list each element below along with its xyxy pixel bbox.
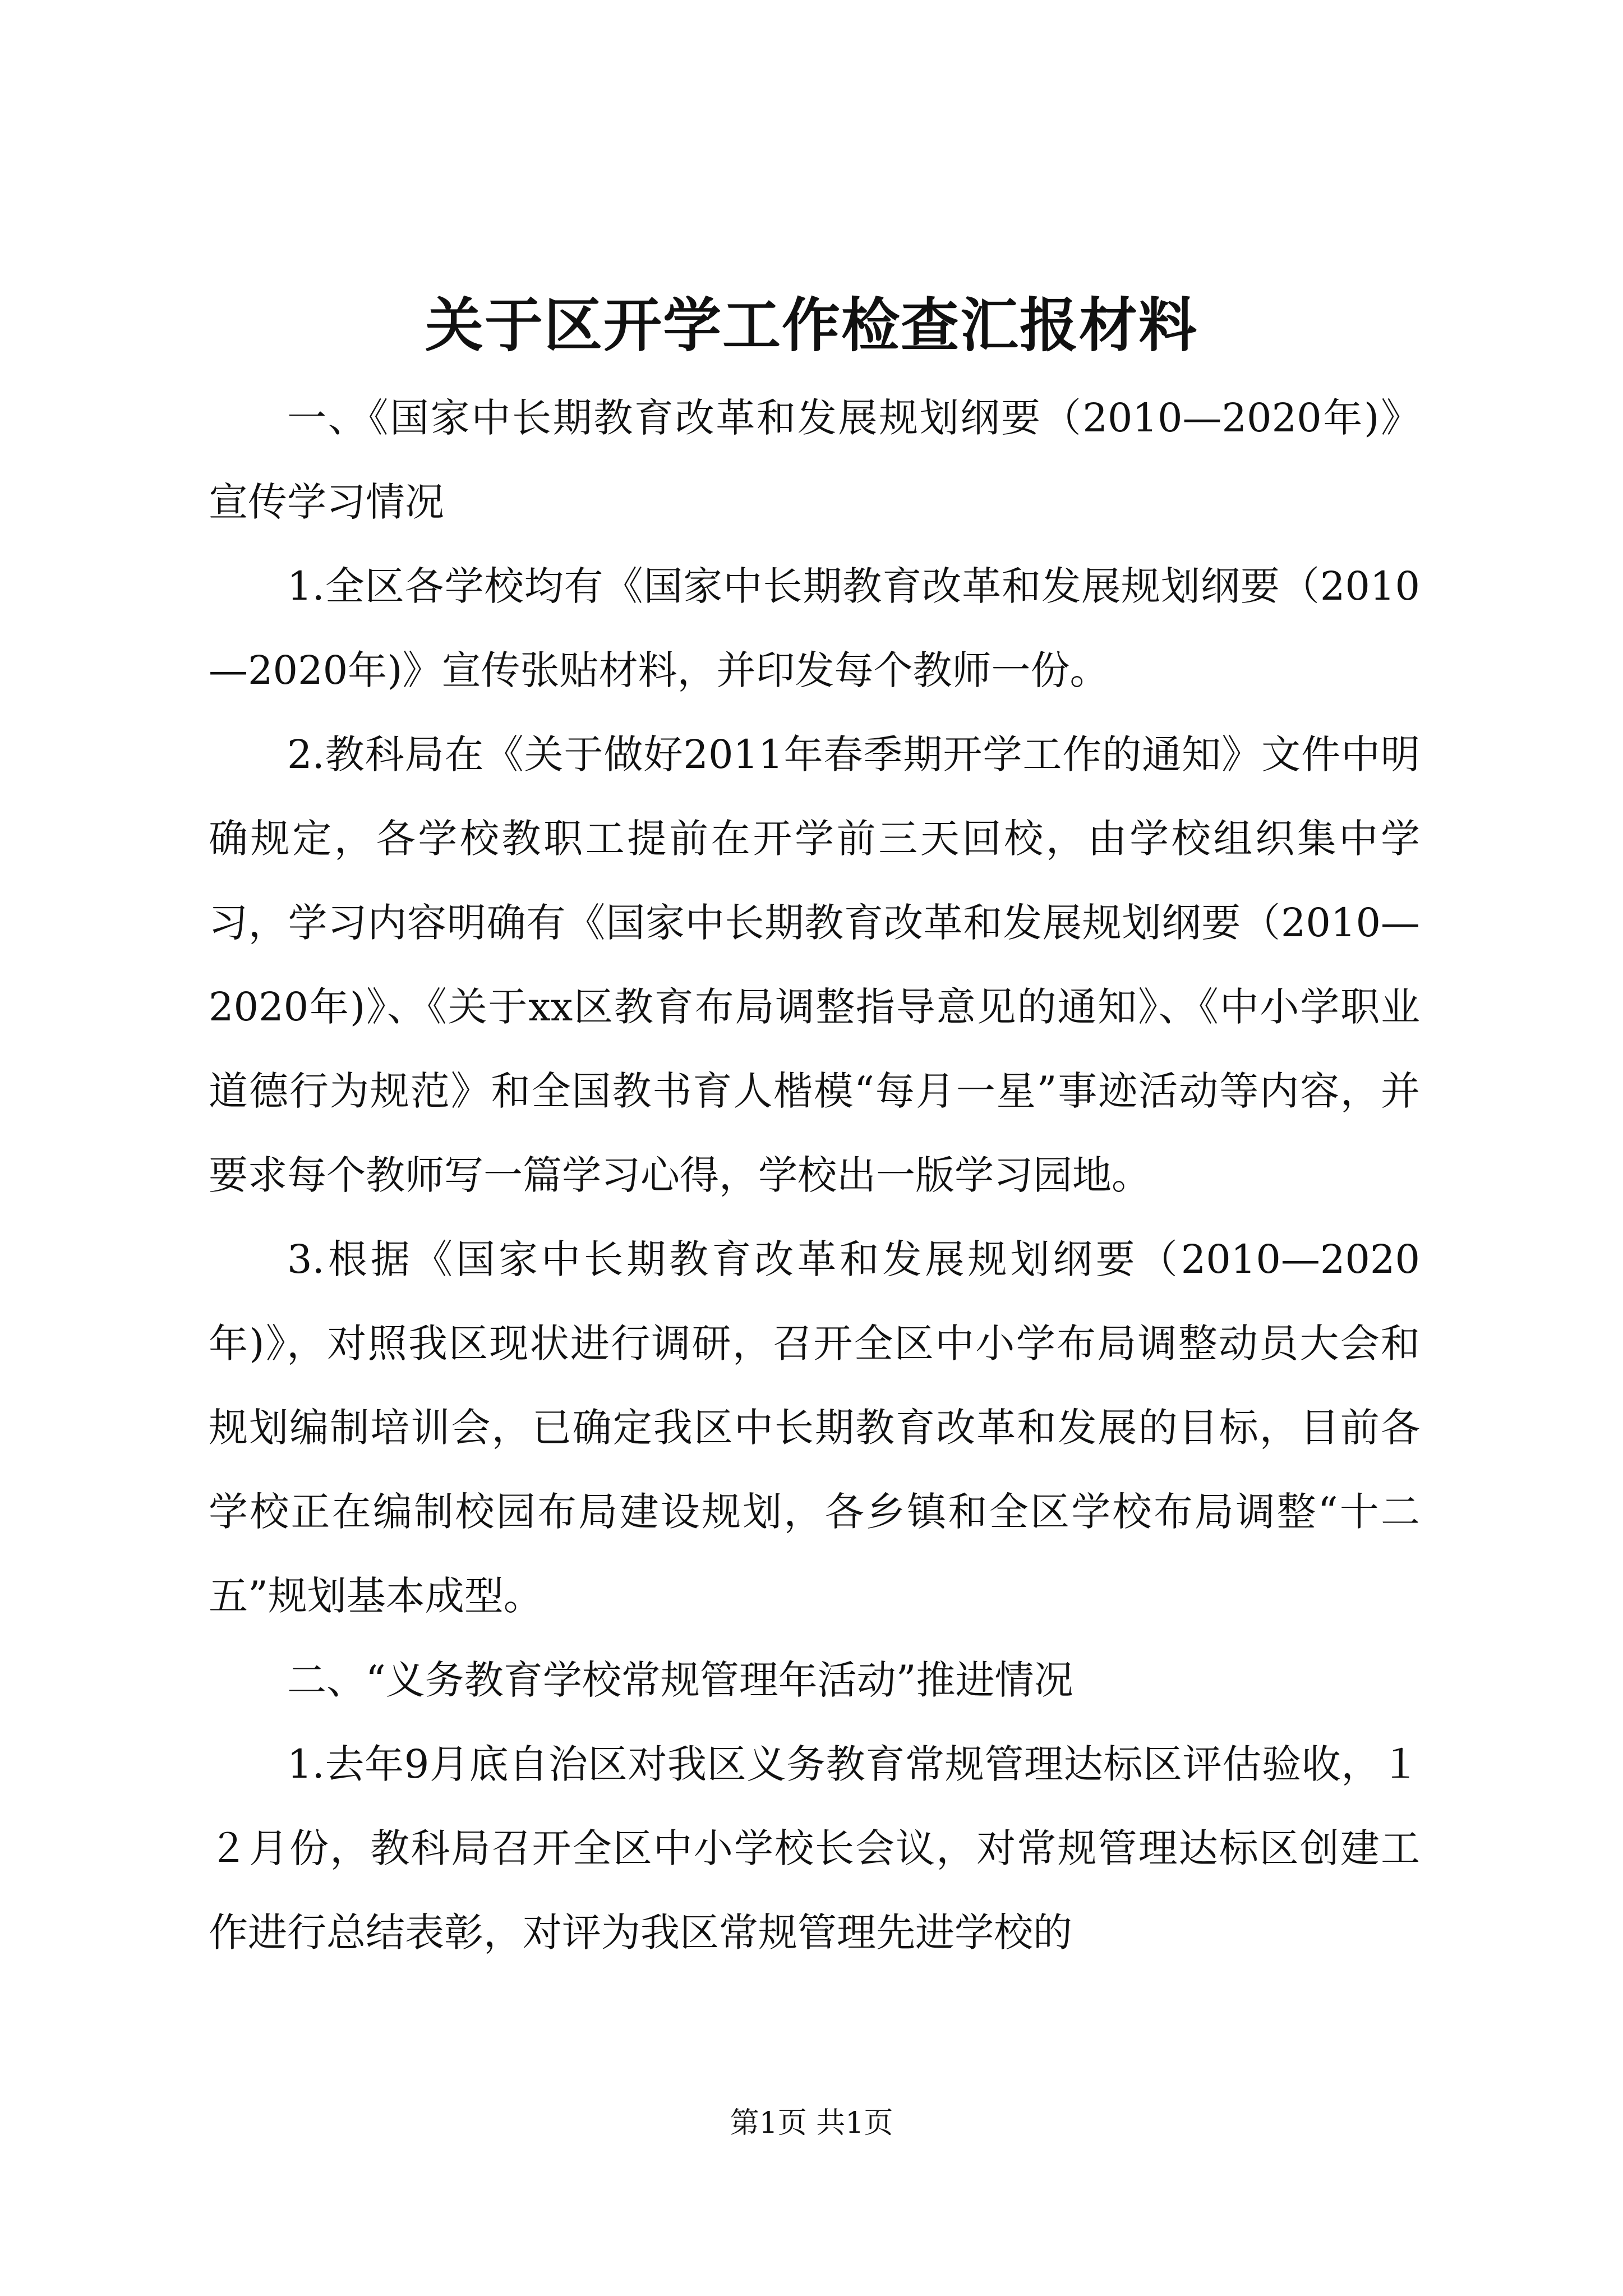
page-footer: 第1页 共1页 [730,2106,893,2140]
section-heading-2: 二、“义务教育学校常规管理年活动”推进情况 [287,1657,1073,1703]
paragraph-2-1: 1.去年9月底自治区对我区义务教育常规管理达标区评估验收，１２月份，教科局召开全区中小学校长会议，对常规管理达标区创建工作进行总结表彰，对评为我区常规管理先进学校的 [209,1741,1420,1955]
paragraph-1-1: 1.全区各学校均有《国家中长期教育改革和发展规划纲要（2010—2020年)》宣传张贴材料，并印发每个教师一份。 [209,563,1420,693]
document-body [209,376,1420,1975]
section-heading-1: 一、《国家中长期教育改革和发展规划纲要（2010—2020年)》宣传学习情况 [209,395,1420,525]
paragraph-1-3: 3.根据《国家中长期教育改革和发展规划纲要（2010—2020年)》，对照我区现状进行调研，召开全区中小学布局调整动员大会和规划编制培训会，已确定我区中长期教育改革和发展的目标，目前各学校正在编制校园布局建设规划，各乡镇和全区学校布局调整“十二五”规划基本成型。 [209,1236,1420,1619]
document-title: 关于区开学工作检查汇报材料 [425,291,1198,360]
paragraph-1-2: 2.教科局在《关于做好2011年春季期开学工作的通知》文件中明确规定，各学校教职工提前在开学前三天回校，由学校组织集中学习，学习内容明确有《国家中长期教育改革和发展规划纲要（2010—2020年)》、《关于xx区教育布局调整指导意见的通知》、《中小学职业道德行为规范》和全国教书育人楷模“每月一星”事迹活动等内容，并要求每个教师写一篇学习心得，学校出一版学习园地。 [209,731,1420,1198]
